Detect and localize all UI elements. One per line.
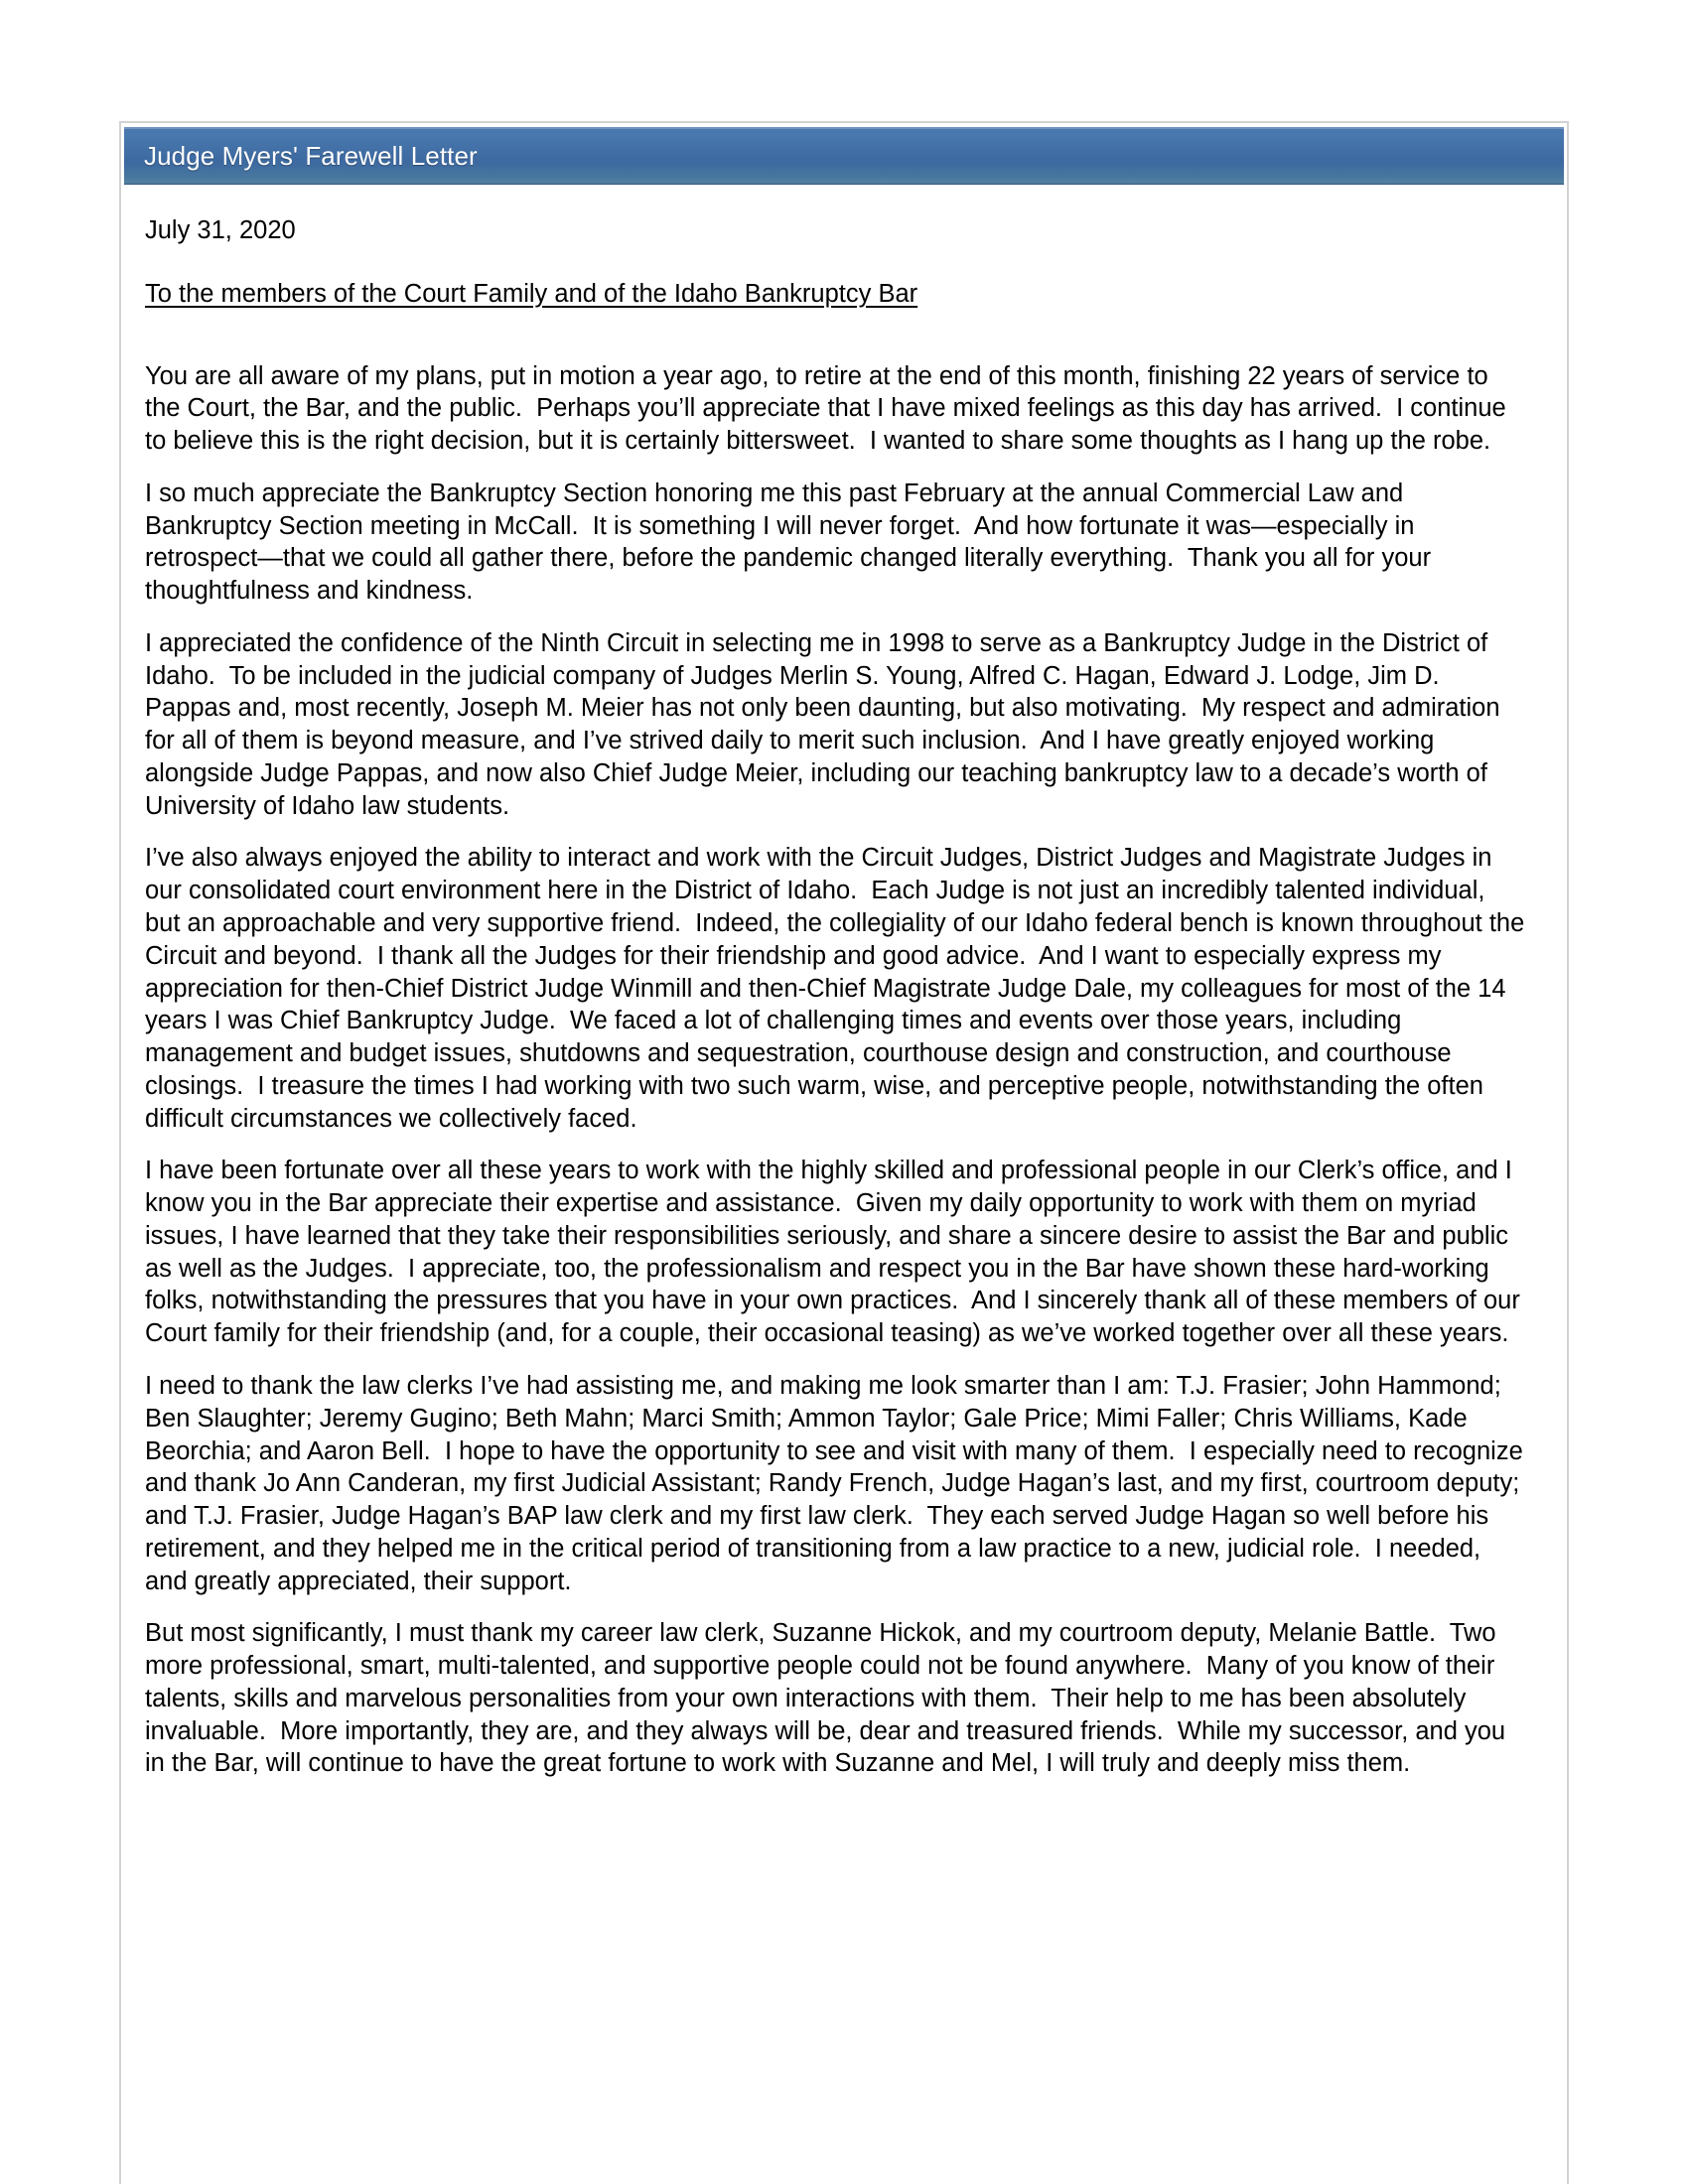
letter-paragraph: But most significantly, I must thank my career law clerk, Suzanne Hickok, and my courtroom deputy, Melanie Battle. Two more professional, smart, multi-talented, and supportive people could not be found anywhere. Many of you know of their talents, skills and marvelous personalities from your own interactions with them. Their help to me has been absolutely invaluable. More importantly, they are, and they always will be, dear and treasured friends. While my successor, and you in the Bar, will continue to have the great fortune to work with Suzanne and Mel, I will truly and deeply miss them. [145,1619,1513,1778]
letter-paragraph: I’ve also always enjoyed the ability to interact and work with the Circuit Judges, District Judges and Magistrate Judges in our consolidated court environment here in the District of Idaho. Each Judge is not just an incredibly talented individual, but an approachable and very supportive friend. Indeed, the collegiality of our Idaho federal bench is known throughout the Circuit and beyond. I thank all the Judges for their friendship and good advice. And I want to especially express my appreciation for then-Chief District Judge Winmill and then-Chief Magistrate Judge Dale, my colleagues for most of the 14 years I was Chief Bankruptcy Judge. We faced a lot of challenging times and events over those years, including management and budget issues, shutdowns and sequestration, courthouse design and construction, and courthouse closings. I treasure the times I had working with two such warm, wise, and perceptive people, notwithstanding the often difficult circumstances we collectively faced. [145,844,1532,1133]
letter-paragraph: I appreciated the confidence of the Ninth Circuit in selecting me in 1998 to serve as a Bankruptcy Judge in the District of Idaho. To be included in the judicial company of Judges Merlin S. Young, Alfred C. Hagan, Edward J. Lodge, Jim D. Pappas and, most recently, Joseph M. Meier has not only been daunting, but also motivating. My respect and admiration for all of them is beyond measure, and I’ve strived daily to merit such inclusion. And I have greatly enjoyed working alongside Judge Pappas, and now also Chief Judge Meier, including our teaching bankruptcy law to a decade’s worth of University of Idaho law students. [145,628,1507,820]
page-title: Judge Myers' Farewell Letter [144,140,478,171]
document-title-bar [124,127,1564,185]
letter-salutation-row [145,278,1525,360]
letter-paragraph: I need to thank the law clerks I’ve had assisting me, and making me look smarter than I am: T.J. Frasier; John Hammond; Ben Slaughter; Jeremy Gugino; Beth Mahn; Marci Smith; Ammon Taylor; Gale Price; Mimi Faller; Chris Williams, Kade Beorchia; and Aaron Bell. I hope to have the opportunity to see and visit with many of them. I especially need to recognize and thank Jo Ann Canderan, my first Judicial Assistant; Randy French, Judge Hagan’s last, and my first, courtroom deputy; and T.J. Frasier, Judge Hagan’s BAP law clerk and my first law clerk. They each served Judge Hagan so well before his retirement, and they helped me in the critical period of transitioning from a law practice to a new, judicial role. I needed, and greatly appreciated, their support. [145,1371,1530,1595]
letter-paragraph: You are all aware of my plans, put in motion a year ago, to retire at the end of this month, finishing 22 years of service to the Court, the Bar, and the public. Perhaps you’ll appreciate that I have mixed feelings as this day has arrived. I continue to believe this is the right decision, but it is certainly bittersweet. I wanted to share some thoughts as I hang up the robe. [145,361,1513,456]
letter-paragraph-list [145,360,1532,1781]
letter-date: July 31, 2020 [145,216,296,244]
letter-paragraph: I have been fortunate over all these years to work with the highly skilled and professional people in our Clerk’s office, and I know you in the Bar appreciate their expertise and assistance. Given my daily opportunity to work with them on myriad issues, I have learned that they take their responsibilities seriously, and share a sincere desire to assist the Bar and public as well as the Judges. I appreciate, too, the professionalism and respect you in the Bar have shown these hard-working folks, notwithstanding the pressures that you have in your own practices. And I sincerely thank all of these members of our Court family for their friendship (and, for a couple, their occasional teasing) as we’ve worked together over all these years. [145,1157,1527,1348]
letter-body [121,185,1567,1780]
letter-document [119,121,1569,2184]
letter-salutation: To the members of the Court Family and of the Idaho Bankruptcy Bar [145,279,918,308]
letter-paragraph: I so much appreciate the Bankruptcy Section honoring me this past February at the annual Commercial Law and Bankruptcy Section meeting in McCall. It is something I will never forget. And how fortunate it was—especially in retrospect—that we could all gather there, before the pandemic changed literally everything. Thank you all for your thoughtfulness and kindness. [145,478,1439,606]
